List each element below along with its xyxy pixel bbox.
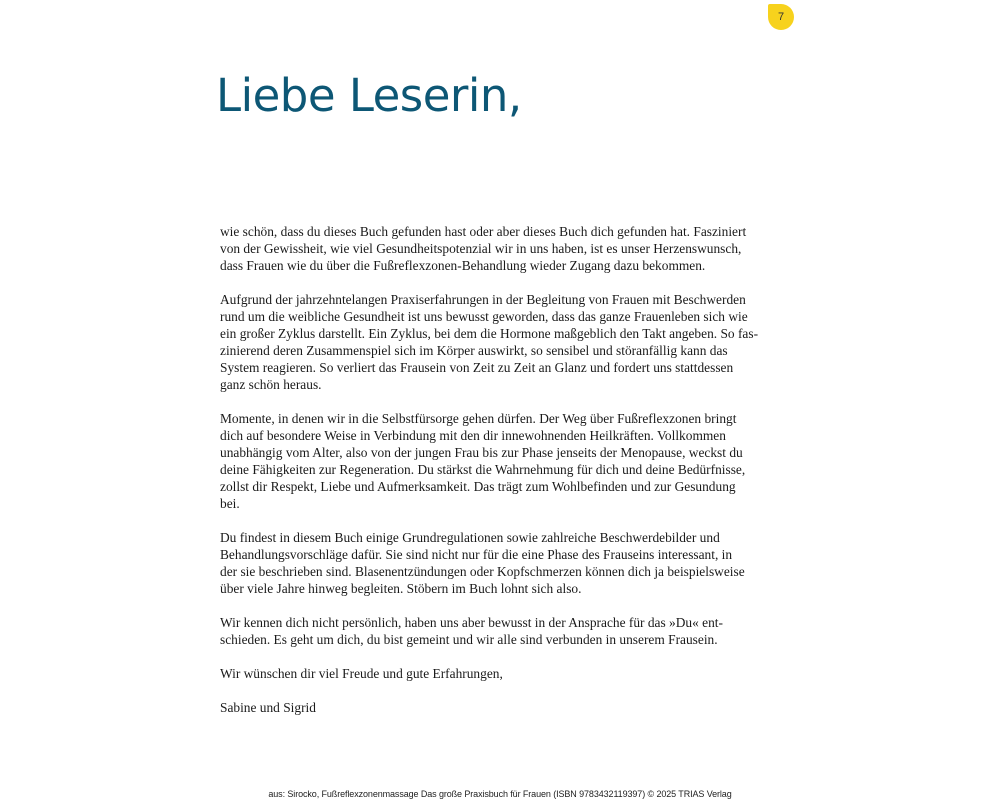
text-line: rund um die weibliche Gesundheit ist uns bewusst geworden, dass das ganze Frauenleben sich wie xyxy=(220,309,748,324)
text-line: über viele Jahre hinweg begleiten. Stöbern im Buch lohnt sich also. xyxy=(220,581,582,596)
text-line: bei. xyxy=(220,496,240,511)
paragraph xyxy=(220,410,760,512)
text-line: schieden. Es geht um dich, du bist gemeint und wir alle sind verbunden in unserem Frausein. xyxy=(220,632,718,647)
text-line: ganz schön heraus. xyxy=(220,377,322,392)
text-line: der sie beschrieben sind. Blasenentzündungen oder Kopfschmerzen können dich ja beispielsweise xyxy=(220,564,745,579)
text-line: zinierend deren Zusammenspiel sich im Körper auswirkt, so sensibel und störanfällig kann das xyxy=(220,343,728,358)
text-line: ein großer Zyklus darstellt. Ein Zyklus, bei dem die Hormone maßgeblich den Takt angeben. So fas- xyxy=(220,326,759,341)
text-line: dich auf besondere Weise in Verbindung mit den dir innewohnenden Heilkräften. Vollkommen xyxy=(220,428,726,443)
text-line: Wir kennen dich nicht persönlich, haben uns aber bewusst in der Ansprache für das »Du« ent- xyxy=(220,615,723,630)
text-line: Aufgrund der jahrzehntelangen Praxiserfahrungen in der Begleitung von Frauen mit Beschwerden xyxy=(220,292,746,307)
text-line: Du findest in diesem Buch einige Grundregulationen sowie zahlreiche Beschwerdebilder und xyxy=(220,530,720,545)
page-title: Liebe Leserin, xyxy=(216,69,522,122)
signature xyxy=(220,699,760,716)
paragraph xyxy=(220,614,760,648)
text-line: Sabine und Sigrid xyxy=(220,700,316,715)
letter-body xyxy=(220,223,760,733)
text-line: unabhängig vom Alter, also von der jungen Frau bis zur Phase jenseits der Menopause, weckst du xyxy=(220,445,743,460)
text-line: von der Gewissheit, wie viel Gesundheitspotenzial wir in uns haben, ist es unser Herzenswunsch, xyxy=(220,241,742,256)
text-line: dass Frauen wie du über die Fußreflexzonen-Behandlung wieder Zugang dazu bekommen. xyxy=(220,258,706,273)
source-footer: aus: Sirocko, Fußreflexzonenmassage Das große Praxisbuch für Frauen (ISBN 9783432119397) © 2025 TRIAS Verlag xyxy=(268,789,732,799)
page-number-badge: 7 xyxy=(768,4,794,30)
text-line: zollst dir Respekt, Liebe und Aufmerksamkeit. Das trägt zum Wohlbefinden und zur Gesundung xyxy=(220,479,736,494)
paragraph xyxy=(220,223,760,274)
text-line: Behandlungsvorschläge dafür. Sie sind nicht nur für die eine Phase des Frauseins interessant, in xyxy=(220,547,733,562)
text-line: System reagieren. So verliert das Frausein von Zeit zu Zeit an Glanz und fordert uns stattdessen xyxy=(220,360,734,375)
text-line: Wir wünschen dir viel Freude und gute Erfahrungen, xyxy=(220,666,503,681)
paragraph xyxy=(220,529,760,597)
text-line: wie schön, dass du dieses Buch gefunden hast oder aber dieses Buch dich gefunden hat. Fasziniert xyxy=(220,224,747,239)
closing-line xyxy=(220,665,760,682)
text-line: Momente, in denen wir in die Selbstfürsorge gehen dürfen. Der Weg über Fußreflexzonen bringt xyxy=(220,411,737,426)
text-line: deine Fähigkeiten zur Regeneration. Du stärkst die Wahrnehmung für dich und deine Bedürfnisse, xyxy=(220,462,746,477)
paragraph xyxy=(220,291,760,393)
